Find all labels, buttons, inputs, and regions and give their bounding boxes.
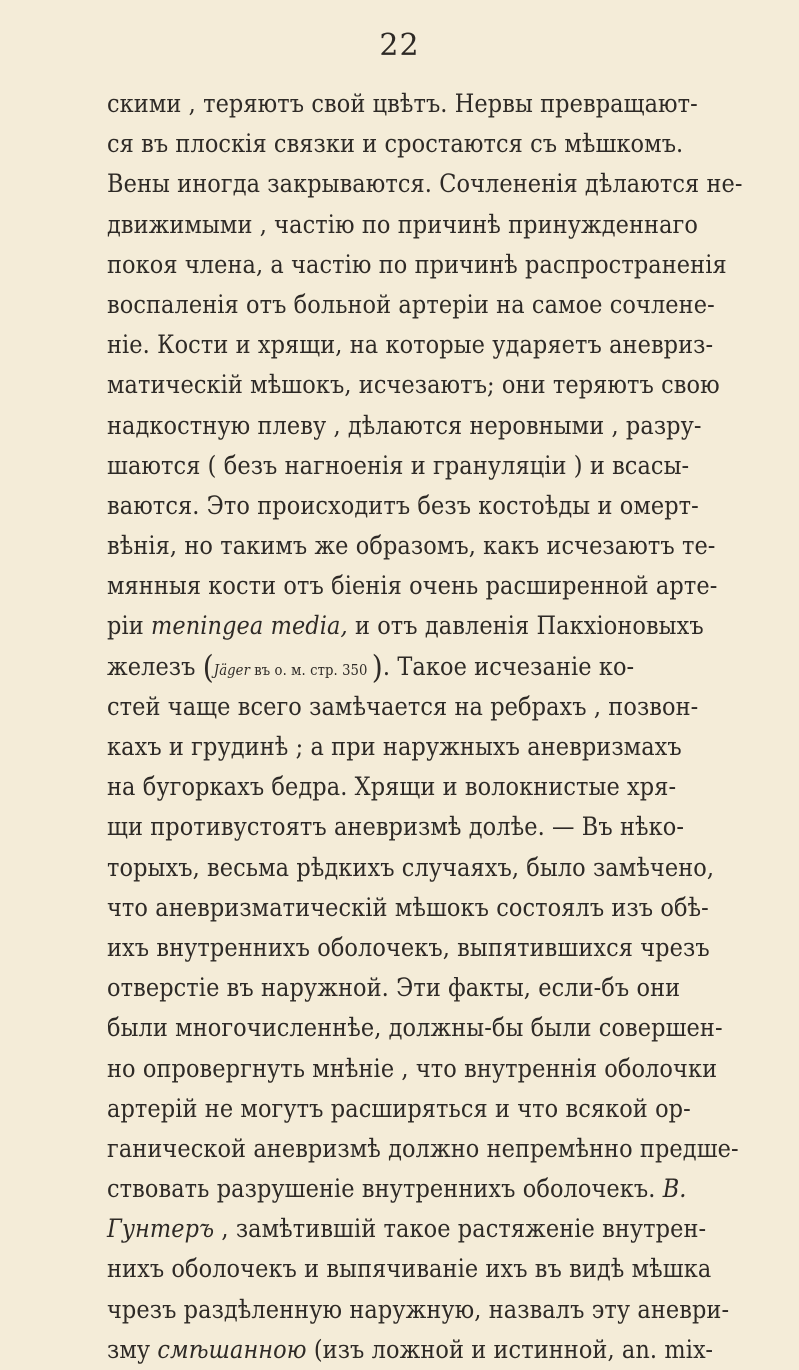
text-line: ствовать разрушеніе внутреннихъ оболочекъ. В. [107,1174,687,1205]
latin-term: meningea media, [150,611,348,642]
author-name: Гунтеръ [107,1214,215,1245]
text-line: ся въ плоскія связки и сростаются съ мѣшкомъ. [107,129,684,160]
emphasized-term: смѣшанною [157,1334,307,1365]
text-line: Гунтеръ , замѣтившій такое растяженіе внутрен- [107,1214,707,1245]
text-line: вѣнія, но такимъ же образомъ, какъ исчезаютъ те- [107,531,716,562]
body-text [107,84,797,1370]
text-line: воспаленія отъ больной артеріи на самое сочлене- [107,289,715,320]
text-line: ихъ внутреннихъ оболочекъ, выпятившихся чрезъ [107,932,710,963]
text-line: ріи meningea media, и отъ давленія Пакхіоновыхъ [107,611,704,642]
text-line: отверстіе въ наружной. Эти факты, если-бъ они [107,973,681,1004]
text-line: покоя члена, а частію по причинѣ распространенія [107,249,727,280]
text-line: стей чаще всего замѣчается на ребрахъ , позвон- [107,691,699,722]
text-line: были многочисленнѣе, должны-бы были совершен- [107,1013,723,1044]
text-line: торыхъ, весьма рѣдкихъ случаяхъ, было замѣчено, [107,852,715,883]
text-line: шаются ( безъ нагноенія и грануляціи ) и всасы- [107,450,690,481]
text-line: матическій мѣшокъ, исчезаютъ; они теряютъ свою [107,370,720,401]
text-line: кахъ и грудинѣ ; а при наружныхъ аневризмахъ [107,732,682,762]
text-line: но опровергнуть мнѣніе , что внутреннія оболочки [107,1053,718,1084]
page-number: 22 [379,28,420,63]
text-line: артерій не могутъ расширяться и что всякой ор- [107,1093,691,1124]
text-line: зму смѣшанною (изъ ложной и истинной, an. mix- [107,1334,714,1365]
text-line: щи противустоятъ аневризмѣ долѣе. — Въ нѣко- [107,812,685,843]
author-citation: Jäger [213,660,250,679]
text-line: скими , теряютъ свой цвѣтъ. Нервы превращают- [107,89,698,119]
text-line: ганической аневризмѣ должно непремѣнно предше- [107,1133,739,1164]
text-line: ваются. Это происходитъ безъ костоѣды и омерт- [107,490,699,521]
author-initial: В. [662,1174,687,1205]
text-line: на бугоркахъ бедра. Хрящи и волокнистые хря- [107,772,677,803]
text-line: Вены иногда закрываются. Сочлененія дѣлаются не- [107,169,743,200]
text-line: чрезъ раздѣленную наружную, назвалъ эту аневри- [107,1294,730,1325]
text-line: движимыми , частію по причинѣ принужденнаго [107,209,698,240]
text-line: что аневризматическій мѣшокъ состоялъ изъ обѣ- [107,892,709,923]
text-line: нихъ оболочекъ и выпячиваніе ихъ въ видѣ мѣшка [107,1254,712,1285]
text-line: надкостную плеву , дѣлаются неровными , разру- [107,410,702,441]
text-line: ніе. Кости и хрящи, на которые ударяетъ аневриз- [107,330,714,361]
text-line: железъ (Jäger въ о. м. стр. 350 ). Такое исчезаніе ко- [107,647,635,686]
text-line: мянныя кости отъ біенія очень расширенной арте- [107,571,718,602]
